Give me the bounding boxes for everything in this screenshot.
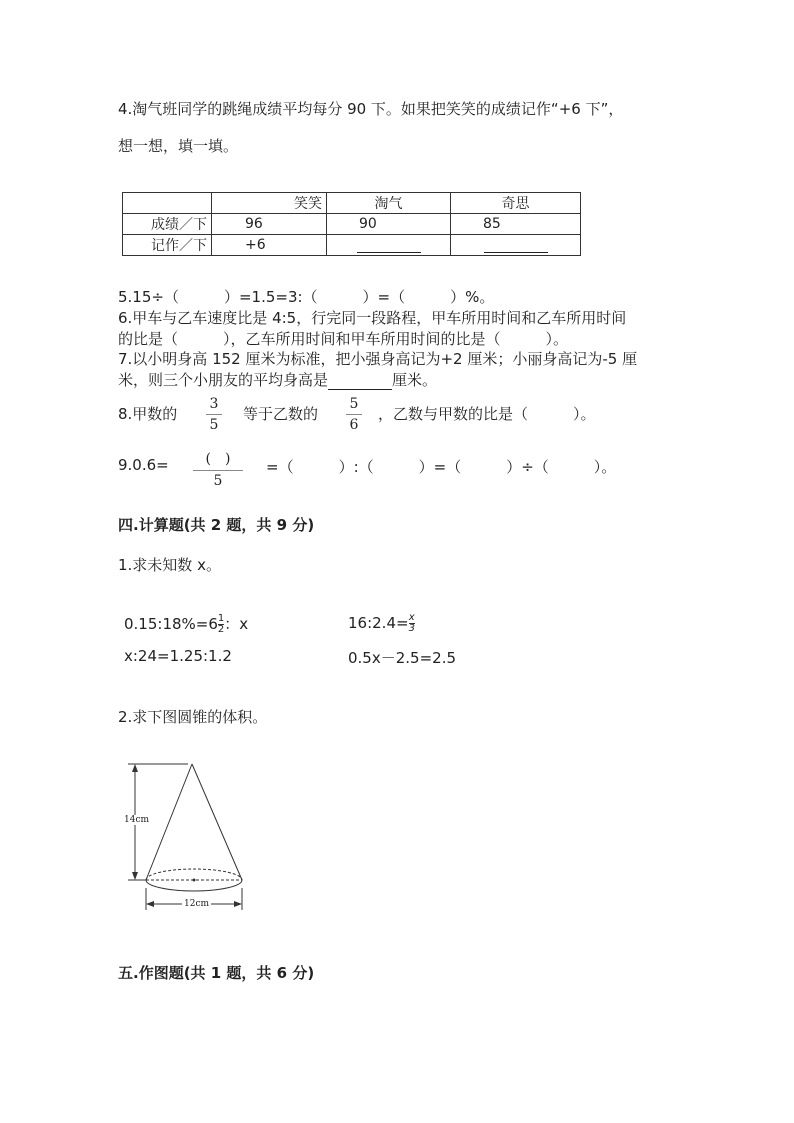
- arrow-right-icon: [234, 901, 242, 907]
- q6-line1: 6.甲车与乙车速度比是 4:5，行完同一段路程，甲车所用时间和乙车所用时间: [118, 309, 627, 327]
- arrow-down-icon: [132, 872, 138, 880]
- equation-4: 0.5x－2.5=2.5: [348, 649, 457, 667]
- q9-fraction: [193, 448, 243, 489]
- equation-2: [348, 613, 415, 634]
- q6-line2: 的比是（ ），乙车所用时间和甲车所用时间的比是（ ）。: [118, 330, 569, 348]
- q8-fraction-5-6: [346, 396, 362, 433]
- fraction-bar: [346, 414, 362, 415]
- q7-line1: 7.以小明身高 152 厘米为标准，把小强身高记为+2 厘米；小丽身高记为-5 厘: [118, 350, 638, 368]
- q4-line1: 4.淘气班同学的跳绳成绩平均每分 90 下。如果把笑笑的成绩记作“+6 下”，: [118, 100, 624, 118]
- fraction-numerator: 3: [209, 396, 219, 412]
- fraction-denominator: 5: [213, 473, 223, 489]
- table-header-qisi: 奇思: [451, 193, 581, 214]
- q9-prefix: 9.0.6=: [118, 456, 169, 474]
- q7-line2-unit: 厘米。: [392, 371, 438, 389]
- q8-fraction-3-5: [206, 396, 222, 433]
- section4-title: 四.计算题(共 2 题，共 9 分): [118, 516, 315, 534]
- equation-1-post: ：x: [224, 615, 249, 633]
- section4-p2-title: 2.求下图圆锥的体积。: [118, 708, 268, 726]
- section4-p1-title: 1.求未知数 x。: [118, 556, 221, 574]
- fraction-numerator: x: [408, 612, 415, 623]
- fraction-denominator: 6: [349, 417, 359, 433]
- table-row: [123, 214, 581, 235]
- q7-line2-text: 米，则三个小朋友的平均身高是: [118, 371, 329, 389]
- score-table: [122, 192, 581, 256]
- q9-suffix: =（ ）:（ ）=（ ）÷（ ）。: [266, 458, 617, 476]
- q8-suffix: ，乙数与甲数的比是（ ）。: [378, 405, 596, 423]
- answer-blank[interactable]: [328, 375, 392, 390]
- equation-3: x:24=1.25:1.2: [124, 647, 232, 665]
- q8-mid: 等于乙数的: [243, 405, 319, 423]
- cell-recorded-qisi[interactable]: [451, 235, 581, 256]
- equation-2-pre: 16:2.4=: [348, 614, 409, 632]
- cone-right-side: [192, 764, 242, 880]
- cell-recorded-taoqi[interactable]: [327, 235, 451, 256]
- fraction-denominator: 2: [217, 624, 225, 635]
- table-header-row: [123, 193, 581, 214]
- fraction-numerator: ( ): [205, 451, 231, 467]
- q7-line2: [118, 369, 437, 390]
- fraction-denominator: 5: [209, 417, 219, 433]
- q5-text: 5.15÷（ ）=1.5=3:（ ）=（ ）%。: [118, 288, 495, 306]
- cone-figure: [118, 758, 258, 918]
- cone-base-front: [146, 880, 242, 891]
- answer-blank[interactable]: [484, 238, 548, 253]
- cone-center-dot: [193, 879, 196, 882]
- table-header-blank: [123, 193, 212, 214]
- table-header-taoqi: 淘气: [327, 193, 451, 214]
- section5-title: 五.作图题(共 1 题，共 6 分): [118, 964, 315, 982]
- cone-base-back: [146, 869, 242, 880]
- equation-2-fraction: [409, 613, 415, 634]
- q4-line2: 想一想，填一填。: [118, 137, 239, 155]
- q8-prefix: 8.甲数的: [118, 405, 178, 423]
- equation-1: [124, 613, 248, 635]
- cone-diameter-label: 12cm: [184, 899, 210, 909]
- fraction-numerator: 1: [217, 613, 225, 624]
- fraction-numerator: 5: [349, 396, 359, 412]
- fraction-denominator: 3: [408, 623, 415, 634]
- arrow-up-icon: [132, 764, 138, 772]
- cell-recorded-xiaoxiao: +6: [212, 235, 327, 256]
- row-label-score: 成绩／下: [123, 214, 212, 235]
- cone-height-label: 14cm: [124, 815, 150, 825]
- cone-left-side: [146, 764, 192, 880]
- answer-blank[interactable]: [357, 238, 421, 253]
- cell-score-qisi: 85: [451, 214, 581, 235]
- fraction-bar: [206, 414, 222, 415]
- fraction-bar: [193, 470, 243, 471]
- table-row: [123, 235, 581, 256]
- arrow-left-icon: [146, 901, 154, 907]
- row-label-recorded: 记作／下: [123, 235, 212, 256]
- table-header-xiaoxiao: 笑笑: [212, 193, 327, 214]
- cell-score-taoqi: 90: [327, 214, 451, 235]
- equation-1-pre: 0.15:18%=6: [124, 615, 218, 633]
- cell-score-xiaoxiao: 96: [212, 214, 327, 235]
